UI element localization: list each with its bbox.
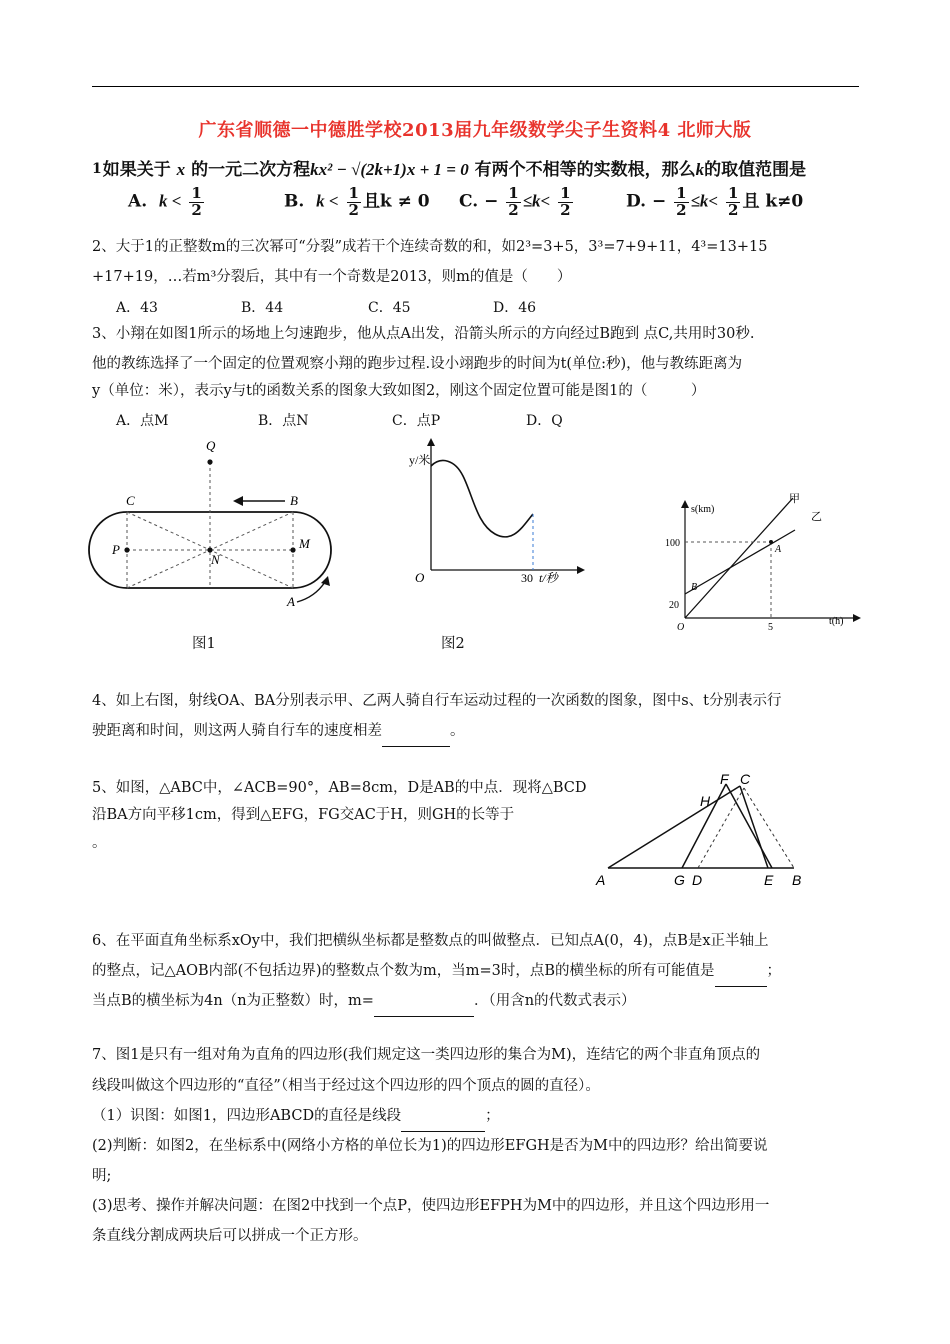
q5-triangle-figure	[594, 770, 814, 890]
figure1-caption: 图1	[192, 636, 216, 652]
y-axis-label: y/米	[409, 453, 431, 467]
s-tick-20: 20	[669, 600, 679, 611]
figure1-track	[85, 432, 350, 612]
point-p	[124, 547, 129, 552]
label-q: Q	[206, 438, 216, 453]
arrow-from-a	[297, 582, 325, 602]
x-axis-label: t/秒	[539, 571, 558, 585]
q3-option-d[interactable]: D．Q	[526, 413, 563, 429]
q7-part3-line2: 条直线分割成两块后可以拼成一个正方形。	[92, 1228, 368, 1244]
q3-line3: y（单位：米），表示y与t的函数关系的图象大致如图2，刚这个固定位置可能是图1的（ ）	[92, 383, 706, 399]
label-yi: 乙	[811, 510, 822, 523]
label-c: C	[126, 493, 135, 508]
figure3-graph	[665, 490, 865, 640]
q2-option-b[interactable]: B．44	[241, 300, 284, 316]
q4-line1: 4、如上右图，射线OA、BA分别表示甲、乙两人骑自行车运动过程的一次函数的图象，图中s、t分别表示行	[92, 693, 782, 709]
label-b: B	[290, 493, 298, 508]
label-b: B	[691, 582, 698, 593]
point-q	[207, 459, 212, 464]
q1-option-a[interactable]: A. k < $\frac{1}{2}$	[128, 184, 202, 219]
line-yi	[685, 530, 795, 594]
label-c: C	[740, 771, 751, 787]
label-jia: 甲	[789, 492, 800, 505]
q1-option-c[interactable]: C. − $\frac{1}{2}$ ≤k< $\frac{1}{2}$	[459, 184, 571, 219]
q7-line2: 线段叫做这个四边形的“直径”（相当于经过这个四边形的四个顶点的圆的直径）。	[92, 1078, 600, 1094]
label-a: A	[775, 544, 782, 555]
segment-fe	[726, 784, 772, 868]
q6-answer-blank-1[interactable]	[715, 956, 767, 987]
label-h: H	[700, 793, 711, 809]
x-tick-30: 30	[521, 571, 533, 585]
label-m: M	[299, 536, 310, 551]
segment-cb-dashed	[744, 788, 794, 868]
q1-option-d[interactable]: D. − $\frac{1}{2}$ ≤k< $\frac{1}{2}$ 且 k≠0	[626, 184, 804, 219]
segment-ac	[608, 786, 740, 868]
label-e: E	[764, 872, 774, 888]
label-a: A	[287, 594, 295, 609]
q7-answer-blank[interactable]	[401, 1101, 485, 1132]
q7-line1: 7、图1是只有一组对角为直角的四边形(我们规定这一类四边形的集合为M)，连结它的两个非直角顶点的	[92, 1047, 761, 1063]
q3-option-a[interactable]: A．点M	[116, 413, 169, 429]
s-axis-label: s(km)	[691, 504, 715, 515]
q6-line2: 的整点，记△AOB内部(不包括边界)的整数点个数为m，当m=3时，点B的横坐标的所有可能值是 ；	[92, 956, 862, 987]
label-p: P	[112, 542, 120, 557]
q3-option-c[interactable]: C．点P	[392, 413, 441, 429]
q5-line3: 。	[92, 835, 107, 851]
q2-line1: 2、大于1的正整数m的三次幂可“分裂”成若干个连续奇数的和，如2³=3+5，3³=7+9+11，4³=13+15	[92, 239, 768, 255]
q1-option-b[interactable]: B. k < $\frac{1}{2}$ 且k ≠ 0	[284, 184, 430, 219]
q3-option-b[interactable]: B．点N	[258, 413, 309, 429]
line-jia	[685, 498, 793, 618]
q2-option-c[interactable]: C．45	[368, 300, 411, 316]
s-tick-100: 100	[665, 538, 680, 549]
q7-part3-line1: (3)思考、操作并解决问题：在图2中找到一个点P，使四边形EFPH为M中的四边形，并且这个四边形用一	[92, 1198, 770, 1214]
q5-line2: 沿BA方向平移1cm，得到△EFG，FG交AC于H，则GH的长等于	[92, 807, 515, 823]
point-a	[769, 540, 773, 544]
q3-line2: 他的教练选择了一个固定的位置观察小翔的跑步过程.设小翊跑步的时间为t(单位:秒)，他与教练距离为	[92, 356, 743, 372]
q2-option-a[interactable]: A．43	[116, 300, 158, 316]
q1-stem: 1如果关于 x 的一元二次方程kx² − √(2k+1)x + 1 = 0 有两个不相等的实数根，那么k的取值范围是	[92, 160, 807, 180]
top-rule	[92, 86, 859, 87]
q6-answer-blank-2[interactable]	[374, 986, 474, 1017]
origin-label: O	[415, 570, 425, 585]
q4-line2: 驶距离和时间，则这两人骑自行车的速度相差 。	[92, 716, 862, 747]
q6-line1: 6、在平面直角坐标系xOy中，我们把横纵坐标都是整数点的叫做整点．已知点A(0，4)，点B是x正半轴上	[92, 933, 769, 949]
q5-line1: 5、如图，△ABC中，∠ACB=90°，AB=8cm，D是AB的中点．现将△BCD	[92, 780, 587, 796]
label-n: N	[211, 552, 220, 567]
label-f: F	[720, 771, 729, 787]
origin-label: O	[677, 622, 685, 633]
q1-number: 1	[92, 161, 102, 177]
q2-option-d[interactable]: D．46	[493, 300, 537, 316]
q6-line3: 当点B的横坐标为4n（n为正整数）时，m= ．（用含n的代数式表示）	[92, 986, 862, 1017]
t-axis-label: t(h)	[829, 616, 844, 627]
page-title: 广东省顺德一中德胜学校2013届九年级数学尖子生资料4 北师大版	[198, 120, 752, 141]
segment-ce	[740, 786, 768, 868]
figure2-caption: 图2	[441, 636, 465, 652]
label-g: G	[674, 872, 685, 888]
figure2-graph	[395, 434, 595, 594]
t-tick-5: 5	[768, 622, 773, 633]
label-b: B	[792, 872, 802, 888]
q2-line2: +17+19，…若m³分裂后，其中有一个奇数是2013，则m的值是（ ）	[92, 269, 572, 285]
q7-part1: （1）识图：如图1，四边形ABCD的直径是线段 ；	[92, 1101, 862, 1132]
q7-part2-line1: (2)判断：如图2，在坐标系中(网络小方格的单位长为1)的四边形EFGH是否为M中的四边形？给出简要说	[92, 1138, 768, 1154]
curve	[431, 461, 533, 537]
q4-answer-blank[interactable]	[382, 716, 450, 747]
q1-equation: kx² − √(2k+1)x + 1 = 0	[310, 160, 469, 179]
label-d: D	[692, 872, 703, 888]
label-a: A	[596, 872, 606, 888]
q7-part2-line2: 明;	[92, 1168, 112, 1184]
q3-line1: 3、小翔在如图1所示的场地上匀速跑步，他从点A出发，沿箭头所示的方向经过B跑到 点C,共用时30秒.	[92, 326, 755, 342]
point-m	[290, 547, 295, 552]
